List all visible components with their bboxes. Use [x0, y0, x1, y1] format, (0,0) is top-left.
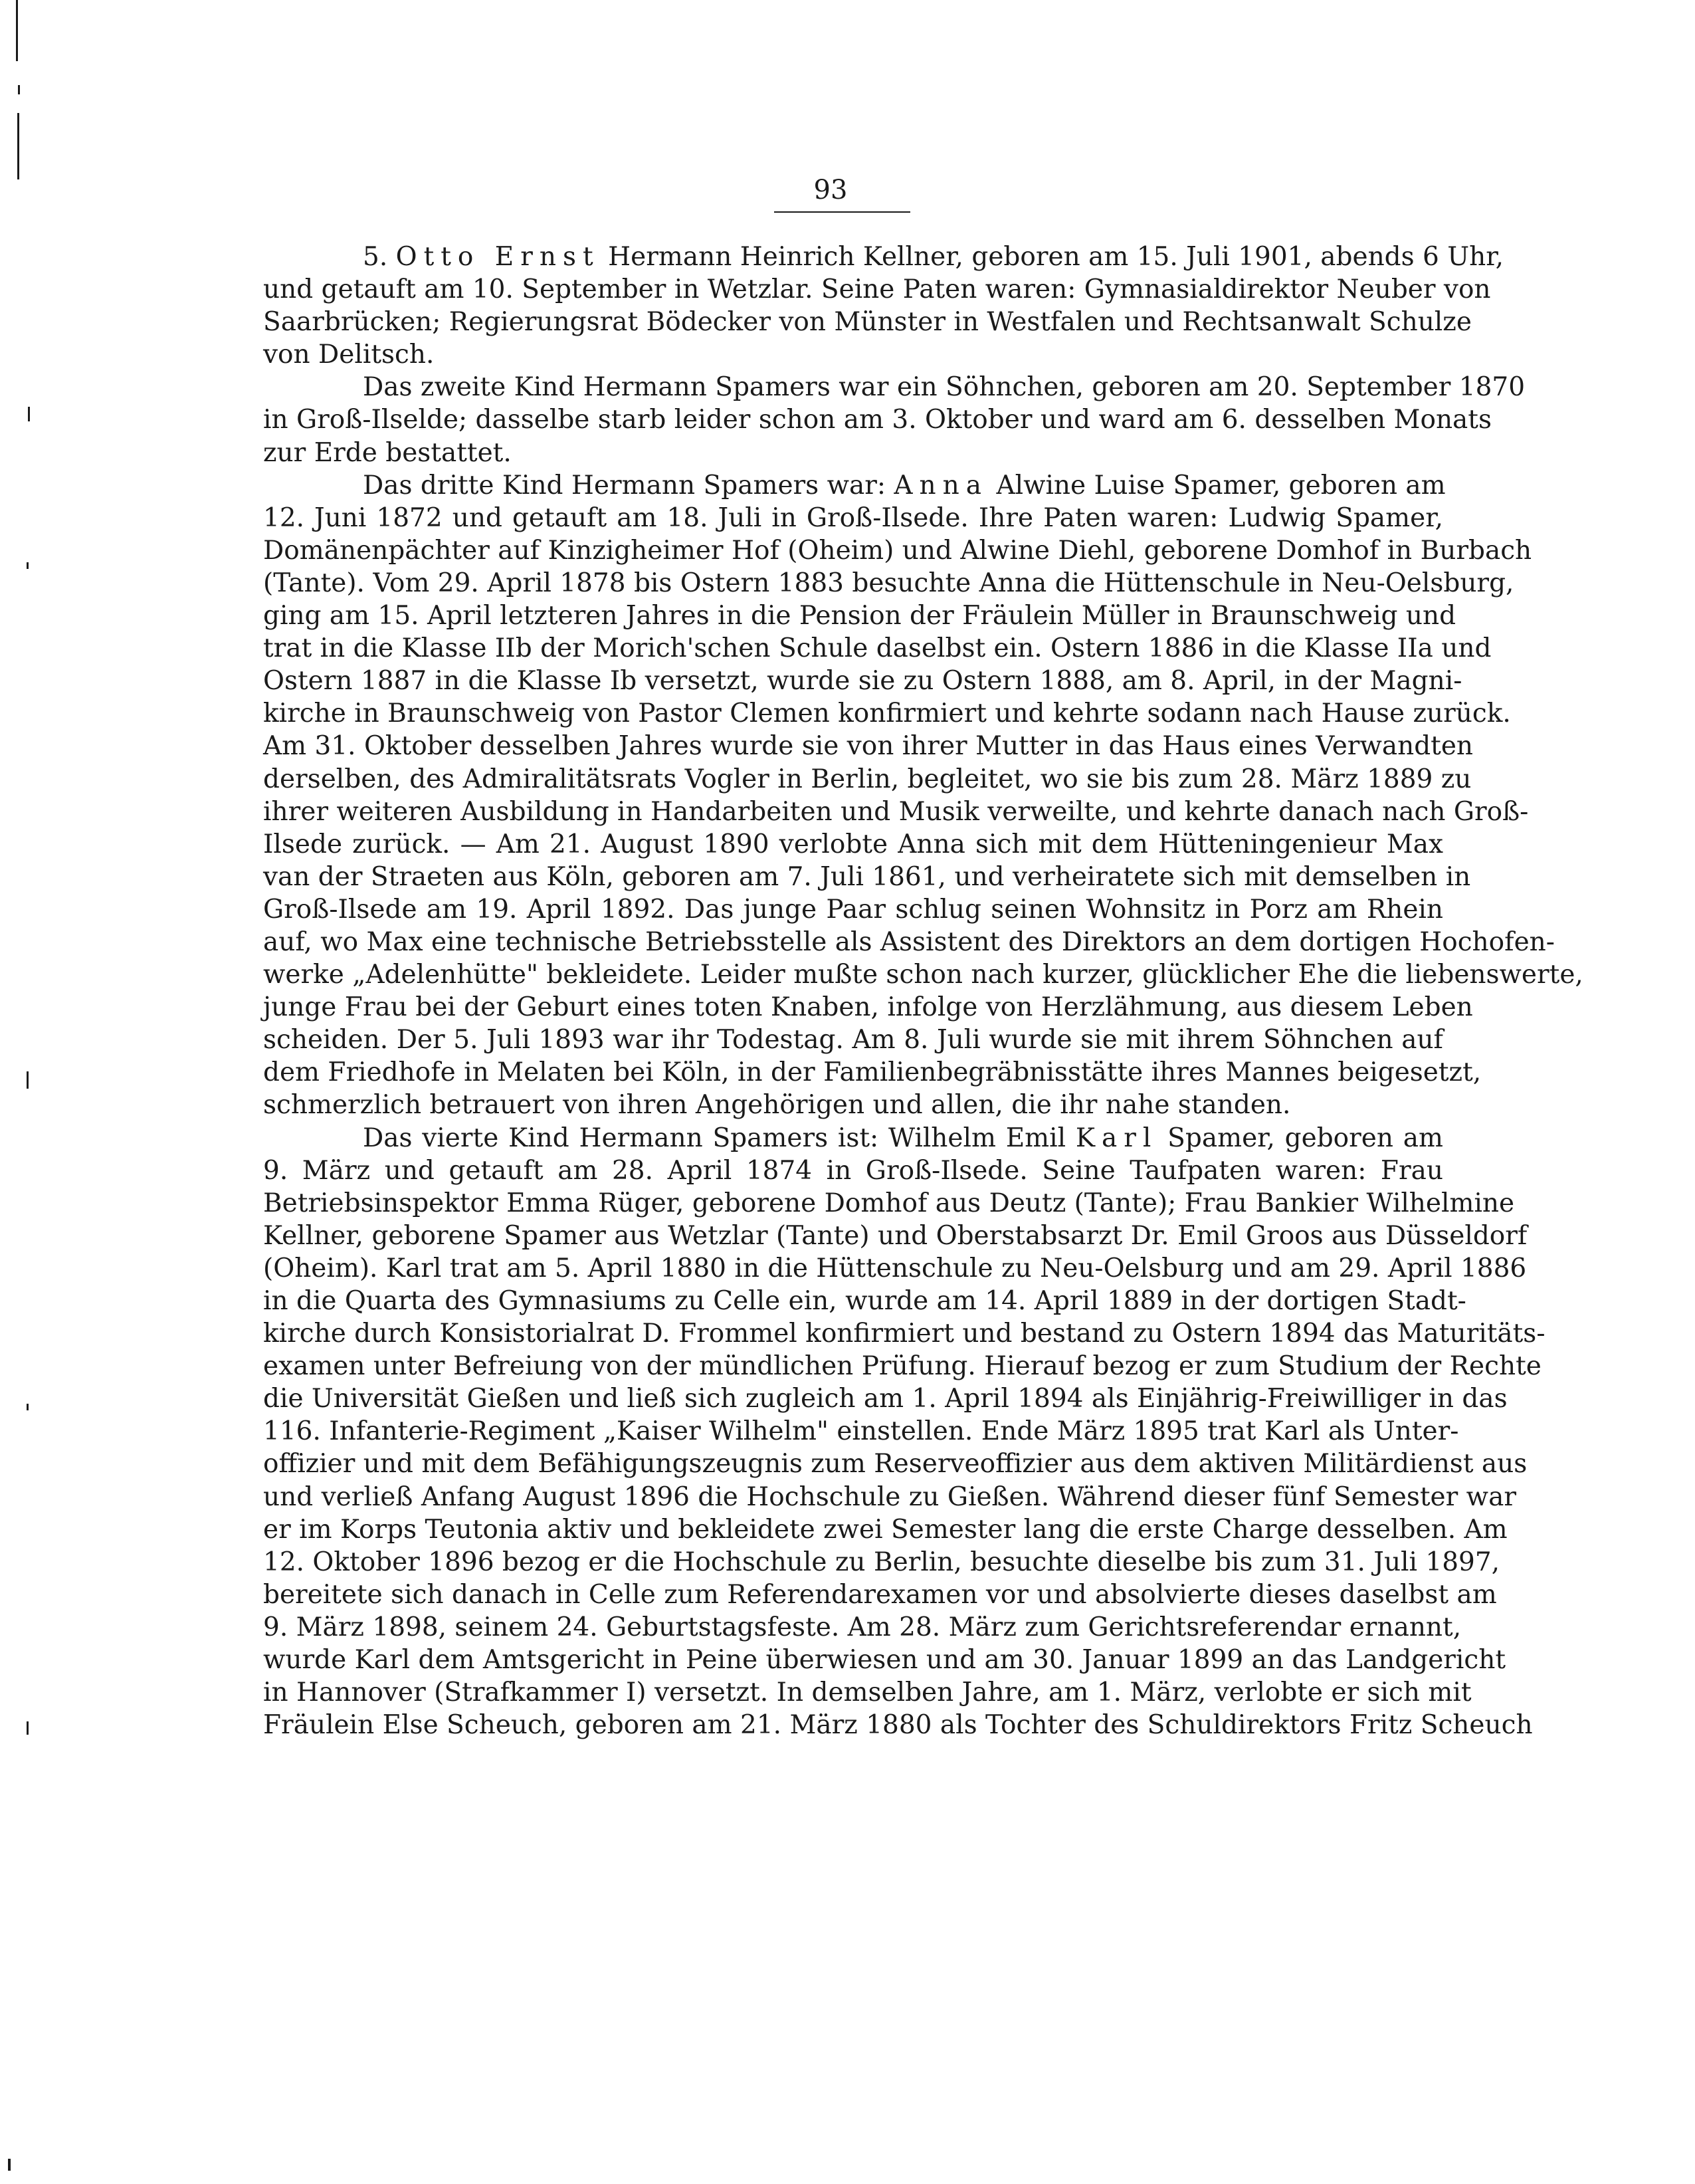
binding-mark — [18, 85, 20, 94]
text-line: van der Straeten aus Köln, geboren am 7. Juli 1861, und verheiratete sich mit demselben in — [263, 861, 1471, 892]
text-line: Ostern 1887 in die Klasse Ib versetzt, wurde sie zu Ostern 1888, am 8. April, in der Magni- — [263, 666, 1462, 697]
text-line: 9. März 1898, seinem 24. Geburtstagsfeste. Am 28. März zum Gerichtsreferendar ernannt, — [263, 1612, 1462, 1642]
text-line: (Tante). Vom 29. April 1878 bis Ostern 1883 besuchte Anna die Hüttenschule in Neu-Oelsburg, — [263, 568, 1514, 598]
text-line: kirche in Braunschweig von Pastor Clemen konfirmiert und kehrte sodann nach Hause zurück. — [263, 699, 1511, 729]
text-line: und getauft am 10. September in Wetzlar. Seine Paten waren: Gymnasialdirektor Neuber von — [263, 274, 1491, 305]
margin-speck — [27, 1721, 29, 1735]
text-line: examen unter Befreiung von der mündlichen Prüfung. Hierauf bezog er zum Studium der Rechte — [263, 1351, 1542, 1382]
text-line: derselben, des Admiralitätsrats Vogler in Berlin, begleitet, wo sie bis zum 28. März 1889 zu — [263, 764, 1472, 794]
text-line: trat in die Klasse IIb der Morich'schen Schule daselbst ein. Ostern 1886 in die Klasse IIa und — [263, 633, 1492, 664]
text-line: ihrer weiteren Ausbildung in Handarbeiten und Musik verweilte, und kehrte danach nach Groß- — [263, 796, 1529, 827]
text-line: 12. Oktober 1896 bezog er die Hochschule zu Berlin, besuchte dieselbe bis zum 31. Juli 1897, — [263, 1547, 1500, 1577]
text-line: junge Frau bei der Geburt eines toten Knaben, infolge von Herzlähmung, aus diesem Leben — [263, 992, 1473, 1023]
body-text — [263, 241, 1583, 1741]
text-line: ging am 15. April letzteren Jahres in die Pension der Fräulein Müller in Braunschweig und — [263, 601, 1456, 631]
text-line: Das zweite Kind Hermann Spamers war ein Söhnchen, geboren am 20. September 1870 — [363, 372, 1526, 403]
text-line: Betriebsinspektor Emma Rüger, geborene Domhof aus Deutz (Tante); Frau Bankier Wilhelmine — [263, 1188, 1515, 1218]
text-line: dem Friedhofe in Melaten bei Köln, in der Familienbegräbnisstätte ihres Mannes beigesetzt, — [263, 1057, 1482, 1088]
text-line: (Oheim). Karl trat am 5. April 1880 in die Hüttenschule zu Neu-Oelsburg und am 29. April 1886 — [263, 1253, 1527, 1283]
text-line: er im Korps Teutonia aktiv und bekleidete zwei Semester lang die erste Charge desselben. Am — [263, 1514, 1508, 1545]
text-line: von Delitsch. — [263, 340, 435, 370]
text-line: und verließ Anfang August 1896 die Hochschule zu Gießen. Während dieser fünf Semester war — [263, 1481, 1516, 1512]
margin-speck — [28, 407, 30, 421]
text-line: zur Erde bestattet. — [263, 437, 512, 468]
text-line: in die Quarta des Gymnasiums zu Celle ein, wurde am 14. April 1889 in der dortigen Stadt- — [263, 1286, 1466, 1316]
text-line: offizier und mit dem Befähigungszeugnis zum Reserveoffizier aus dem aktiven Militärdienst aus — [263, 1449, 1528, 1479]
text-line: werke „Adelenhütte" bekleidete. Leider mußte schon nach kurzer, glücklicher Ehe die liebenswerte, — [263, 960, 1583, 990]
text-line: Groß-Ilsede am 19. April 1892. Das junge Paar schlug seinen Wohnsitz in Porz am Rhein — [263, 894, 1443, 925]
text-line: Das dritte Kind Hermann Spamers war: Anna Alwine Luise Spamer, geboren am — [363, 470, 1446, 500]
text-line: Domänenpächter auf Kinzigheimer Hof (Oheim) und Alwine Diehl, geborene Domhof in Burbach — [263, 535, 1532, 566]
text-line: 12. Juni 1872 und getauft am 18. Juli in Groß-Ilsede. Ihre Paten waren: Ludwig Spamer, — [263, 502, 1443, 533]
text-line: in Hannover (Strafkammer I) versetzt. In demselben Jahre, am 1. März, verlobte er sich mit — [263, 1678, 1472, 1708]
text-line: die Universität Gießen und ließ sich zugleich am 1. April 1894 als Einjährig-Freiwilliger in das — [263, 1384, 1508, 1414]
text-line: Fräulein Else Scheuch, geboren am 21. März 1880 als Tochter des Schuldirektors Fritz Scheuch — [263, 1710, 1533, 1741]
page-number: 93 — [813, 175, 848, 205]
text-line: schmerzlich betrauert von ihren Angehörigen und allen, die ihr nahe standen. — [263, 1090, 1291, 1121]
text-line: Am 31. Oktober desselben Jahres wurde sie von ihrer Mutter in das Haus eines Verwandten — [263, 731, 1474, 762]
text-line: 116. Infanterie-Regiment „Kaiser Wilhelm" einstellen. Ende März 1895 trat Karl als Unter- — [263, 1416, 1459, 1447]
text-line: 5. Otto Ernst Hermann Heinrich Kellner, geboren am 15. Juli 1901, abends 6 Uhr, — [363, 242, 1504, 272]
page-number-rule — [774, 211, 910, 213]
text-line: Ilsede zurück. — Am 21. August 1890 verlobte Anna sich mit dem Hütteningenieur Max — [263, 829, 1443, 859]
text-line: Saarbrücken; Regierungsrat Bödecker von Münster in Westfalen und Rechtsanwalt Schulze — [263, 307, 1472, 338]
text-line: in Groß-Ilselde; dasselbe starb leider schon am 3. Oktober und ward am 6. desselben Monats — [263, 405, 1492, 435]
text-line: 9. März und getauft am 28. April 1874 in Groß-Ilsede. Seine Taufpaten waren: Frau — [263, 1155, 1443, 1186]
text-line: Das vierte Kind Hermann Spamers ist: Wilhelm Emil Karl Spamer, geboren am — [363, 1123, 1443, 1153]
text-line: Kellner, geborene Spamer aus Wetzlar (Tante) und Oberstabsarzt Dr. Emil Groos aus Düsseldorf — [263, 1220, 1528, 1251]
text-line: scheiden. Der 5. Juli 1893 war ihr Todestag. Am 8. Juli wurde sie mit ihrem Söhnchen auf — [263, 1025, 1443, 1055]
text-line: auf, wo Max eine technische Betriebsstelle als Assistent des Direktors an dem dortigen Hochofen- — [263, 927, 1555, 957]
binding-mark — [17, 113, 19, 179]
margin-speck — [27, 562, 29, 569]
margin-speck — [27, 1071, 29, 1089]
text-line: bereitete sich danach in Celle zum Referendarexamen vor und absolvierte dieses daselbst am — [263, 1579, 1497, 1610]
binding-mark — [16, 0, 18, 61]
margin-speck — [27, 1404, 29, 1410]
margin-speck — [8, 2159, 11, 2171]
text-line: wurde Karl dem Amtsgericht in Peine überwiesen und am 30. Januar 1899 an das Landgericht — [263, 1645, 1506, 1676]
text-line: kirche durch Konsistorialrat D. Frommel konfirmiert und bestand zu Ostern 1894 das Maturitäts- — [263, 1319, 1545, 1349]
